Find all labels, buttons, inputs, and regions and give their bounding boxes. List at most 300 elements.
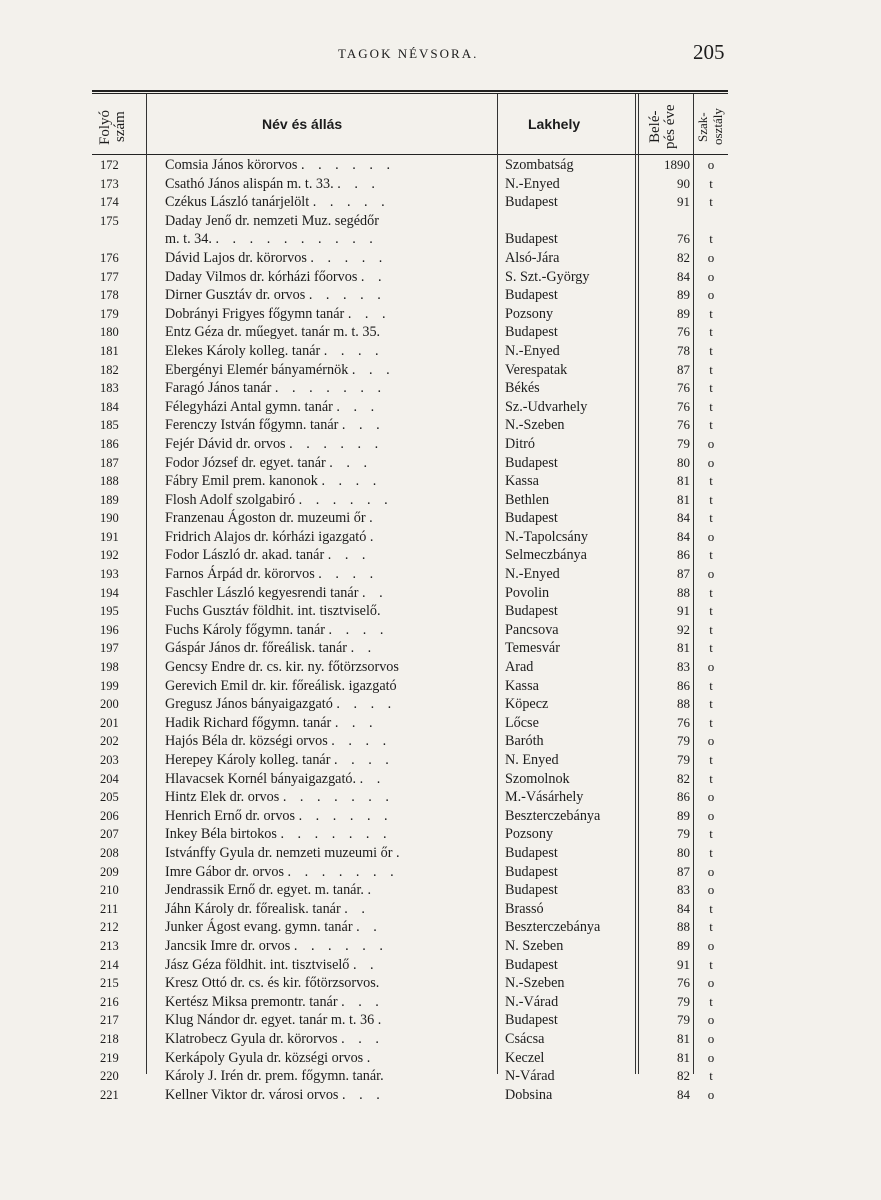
row-leader-dots: . . . — [327, 547, 371, 564]
row-number: 203 — [100, 753, 119, 767]
row-leader-dots: . . . — [341, 417, 385, 434]
row-number: 219 — [100, 1050, 119, 1065]
row-year: 89 — [677, 937, 690, 953]
row-year: 78 — [677, 342, 690, 358]
table-row — [92, 305, 728, 324]
row-residence: Verespatak — [505, 361, 568, 378]
row-leader-dots: . . . . . . — [293, 937, 388, 954]
row-leader-dots: . . — [361, 584, 388, 601]
row-leader-dots: . . . . . . . — [280, 826, 392, 843]
row-name — [165, 323, 489, 342]
row-name-text: Fodor László dr. akad. tanár — [165, 547, 325, 564]
row-year: 87 — [677, 361, 690, 377]
row-number: 195 — [100, 604, 119, 619]
row-year: 76 — [677, 231, 690, 247]
table-row — [92, 658, 728, 677]
row-leader-dots: . — [369, 528, 379, 545]
table-row — [92, 398, 728, 417]
row-section: o — [707, 435, 715, 451]
row-name — [165, 156, 489, 175]
row-name — [165, 398, 489, 417]
row-section: o — [707, 566, 715, 582]
row-number: 191 — [100, 529, 119, 544]
row-name — [165, 863, 489, 882]
row-number: 194 — [100, 585, 119, 600]
row-section: t — [709, 324, 713, 340]
row-name-text: Franzenau Ágoston dr. muzeumi őr — [165, 510, 366, 527]
row-year: 92 — [677, 621, 690, 637]
row-leader-dots: . . . — [341, 993, 384, 1010]
row-name — [165, 565, 489, 584]
row-section: t — [709, 342, 713, 358]
row-residence: Békés — [505, 380, 540, 397]
table-row — [92, 751, 728, 770]
row-name — [165, 844, 489, 863]
row-residence: S. Szt.-György — [505, 268, 590, 285]
row-name-text: Jáhn Károly dr. főrealisk. tanár — [165, 900, 341, 917]
row-name — [165, 342, 489, 361]
table-row — [92, 844, 728, 863]
row-year: 84 — [677, 268, 690, 284]
row-name — [165, 621, 489, 640]
row-name-text: Kellner Viktor dr. városi orvos — [165, 1086, 339, 1103]
table-row — [92, 807, 728, 826]
row-name — [165, 900, 489, 919]
row-name-text: Félegyházi Antal gymn. tanár — [165, 398, 333, 415]
row-number: 220 — [100, 1069, 119, 1084]
row-name — [165, 807, 489, 826]
row-residence: Budapest — [505, 510, 558, 527]
row-section: t — [709, 231, 713, 247]
row-year: 76 — [677, 324, 690, 340]
row-name-text: Inkey Béla birtokos — [165, 826, 277, 843]
row-number: 190 — [100, 511, 119, 526]
row-name-text: Jancsik Imre dr. orvos — [165, 937, 291, 954]
row-section: t — [709, 752, 713, 767]
table-row — [92, 342, 728, 361]
table-row — [92, 863, 728, 882]
row-name — [165, 1067, 489, 1086]
table-row — [92, 900, 728, 919]
row-residence: Pozsony — [505, 826, 554, 843]
row-name — [165, 602, 489, 621]
row-number: 197 — [100, 641, 119, 656]
row-year: 89 — [677, 305, 690, 321]
row-name-text: Kertész Miksa premontr. tanár — [165, 993, 338, 1010]
row-leader-dots: . . . . — [321, 473, 382, 490]
row-section: o — [707, 863, 715, 879]
row-year: 81 — [677, 1030, 690, 1046]
table-row — [92, 528, 728, 547]
row-residence: Beszterczebánya — [505, 807, 601, 824]
row-name — [165, 584, 489, 603]
table-row — [92, 156, 728, 175]
table-row — [92, 491, 728, 510]
row-residence: N. Szeben — [505, 937, 564, 954]
row-section: t — [709, 1068, 713, 1084]
table-row — [92, 584, 728, 603]
header-residence: Lakhely — [528, 116, 581, 132]
row-number: 196 — [100, 622, 119, 637]
row-name-text: Ebergényi Elemér bányamérnök — [165, 361, 349, 378]
row-name — [165, 435, 489, 454]
row-name-text: Gerevich Emil dr. kir. főreálisk. igazgató — [165, 677, 397, 694]
row-name — [165, 509, 489, 528]
row-leader-dots: . . . — [341, 1030, 384, 1047]
row-name-text: Dirner Gusztáv dr. orvos — [165, 287, 306, 304]
row-year: 79 — [677, 733, 690, 749]
table-row — [92, 1011, 728, 1030]
row-number: 207 — [100, 827, 119, 842]
row-name — [165, 974, 489, 993]
row-name — [165, 788, 489, 807]
row-section: o — [707, 1030, 715, 1046]
row-residence: Köpecz — [505, 696, 549, 713]
row-section: o — [707, 733, 715, 749]
row-residence: Kassa — [505, 677, 539, 694]
table-row — [92, 1049, 728, 1068]
table-row — [92, 212, 728, 231]
row-name — [165, 528, 489, 547]
row-name — [165, 918, 489, 937]
row-number: 172 — [100, 158, 119, 172]
row-year: 82 — [677, 1068, 690, 1084]
top-rule — [92, 90, 728, 92]
row-name-text: Herepey Károly kolleg. tanár — [165, 752, 331, 768]
row-section: o — [707, 789, 715, 805]
row-name — [165, 193, 489, 212]
table-row — [92, 286, 728, 305]
row-name — [165, 361, 489, 380]
row-leader-dots: . . — [356, 919, 382, 936]
row-leader-dots: . . . . . . . . . . — [215, 231, 378, 248]
table-row — [92, 323, 728, 342]
row-year: 79 — [677, 993, 690, 1009]
row-leader-dots: . . . . . . — [298, 807, 393, 824]
row-section: t — [709, 677, 713, 693]
row-name — [165, 732, 489, 751]
row-name — [165, 770, 489, 789]
row-number: 175 — [100, 213, 119, 228]
row-year: 86 — [677, 789, 690, 805]
row-residence: Kassa — [505, 473, 539, 490]
row-name-text: Gregusz János bányaigazgató — [165, 696, 333, 713]
row-name — [165, 379, 489, 398]
row-name-text: Czékus László tanárjelölt — [165, 194, 310, 211]
row-year: 84 — [677, 510, 690, 526]
row-residence: N.-Enyed — [505, 175, 560, 192]
row-name — [165, 825, 489, 844]
row-section: t — [709, 956, 713, 972]
row-name-text: Fridrich Alajos dr. kórházi igazgató — [165, 528, 367, 545]
row-residence: Dobsina — [505, 1086, 553, 1103]
row-year: 89 — [677, 287, 690, 303]
row-residence: Povolin — [505, 584, 550, 601]
row-name-text: Hadik Richard főgymn. tanár — [165, 714, 332, 731]
row-name-text: Fejér Dávid dr. orvos — [165, 435, 286, 452]
row-name-text: Fodor József dr. egyet. tanár — [165, 454, 326, 471]
row-residence: Pozsony — [505, 305, 554, 322]
row-number: 177 — [100, 269, 119, 284]
row-year: 80 — [677, 454, 690, 470]
row-residence: Sz.-Udvarhely — [505, 398, 588, 415]
row-year: 79 — [677, 752, 690, 767]
row-name-text: Daday Vilmos dr. kórházi főorvos — [165, 268, 358, 285]
row-section: t — [709, 361, 713, 377]
row-section: t — [709, 844, 713, 860]
row-name-text: Farnos Árpád dr. körorvos — [165, 566, 315, 583]
row-name-text: Kresz Ottó dr. cs. és kir. főtörzsorvos. — [165, 975, 380, 992]
row-number: 204 — [100, 771, 119, 786]
row-section: t — [709, 194, 713, 210]
row-year: 86 — [677, 677, 690, 693]
row-year: 79 — [677, 1012, 690, 1028]
row-number: 205 — [100, 790, 119, 805]
row-name-text: Jász Géza földhit. int. tisztviselő — [165, 956, 350, 973]
row-number: 202 — [100, 734, 119, 749]
table-row — [92, 565, 728, 584]
table-row — [92, 974, 728, 993]
top-rule-thin — [92, 93, 728, 94]
row-section: o — [707, 1012, 715, 1028]
row-section: t — [709, 380, 713, 396]
row-name — [165, 212, 489, 231]
running-head — [0, 40, 881, 64]
row-leader-dots: . . . . . . — [300, 157, 395, 173]
row-residence: Brassó — [505, 900, 544, 917]
row-name — [165, 416, 489, 435]
table-row — [92, 546, 728, 565]
row-residence: N.-Szeben — [505, 975, 565, 992]
row-number: 184 — [100, 399, 119, 414]
row-leader-dots: . . . — [347, 305, 391, 322]
row-section: o — [707, 1049, 715, 1065]
row-name — [165, 230, 489, 249]
row-year: 79 — [677, 435, 690, 451]
row-leader-dots: . — [367, 882, 377, 899]
row-section: t — [709, 826, 713, 842]
row-leader-dots: . . — [350, 640, 377, 657]
table-row — [92, 175, 728, 194]
row-number: 181 — [100, 343, 119, 358]
row-name-text: Istvánffy Gyula dr. nemzeti muzeumi őr — [165, 844, 393, 861]
row-leader-dots: . . . . . . — [289, 435, 384, 452]
row-name — [165, 639, 489, 658]
row-residence: N.-Várad — [505, 993, 559, 1010]
row-name — [165, 695, 489, 714]
row-section: o — [707, 454, 715, 470]
row-year: 89 — [677, 807, 690, 823]
row-leader-dots: . . . . — [318, 566, 379, 583]
row-residence: Arad — [505, 659, 534, 676]
header-joined: Belé- pés éve — [647, 104, 678, 150]
table-row — [92, 825, 728, 844]
row-name-text: Fábry Emil prem. kanonok — [165, 473, 318, 490]
table-row — [92, 881, 728, 900]
row-number: 212 — [100, 920, 119, 935]
table-row — [92, 472, 728, 491]
table-row — [92, 249, 728, 268]
row-number: 211 — [100, 901, 119, 916]
row-name-text: Klatrobecz Gyula dr. körorvos — [165, 1030, 338, 1047]
table-row — [92, 677, 728, 696]
row-section: t — [709, 770, 713, 786]
row-number: 182 — [100, 362, 119, 377]
table-row — [92, 714, 728, 733]
row-leader-dots: . . . . — [328, 621, 389, 638]
row-year: 82 — [677, 770, 690, 786]
table-row — [92, 770, 728, 789]
row-residence: Csácsa — [505, 1030, 545, 1047]
row-section: o — [707, 1086, 715, 1102]
row-residence: Selmeczbánya — [505, 547, 587, 564]
row-year: 82 — [677, 249, 690, 265]
table-row — [92, 639, 728, 658]
row-year: 81 — [677, 473, 690, 489]
row-number: 192 — [100, 548, 119, 563]
row-leader-dots: . . . . — [334, 752, 394, 768]
row-section: t — [709, 510, 713, 526]
row-number: 176 — [100, 250, 119, 265]
row-name-text: m. t. 34. — [165, 231, 212, 248]
row-residence: N.-Tapolcsány — [505, 528, 588, 545]
row-name-text: Klug Nándor dr. egyet. tanár m. t. 36 — [165, 1012, 375, 1029]
row-number: 187 — [100, 455, 119, 470]
header-name: Név és állás — [262, 116, 343, 132]
table-row — [92, 361, 728, 380]
row-year: 84 — [677, 1086, 690, 1102]
row-year: 90 — [677, 175, 690, 191]
row-leader-dots: . . . . . . . — [287, 863, 399, 880]
row-residence: Budapest — [505, 956, 558, 973]
row-year: 88 — [677, 919, 690, 935]
row-number: 208 — [100, 845, 119, 860]
row-name-text: Henrich Ernő dr. orvos — [165, 807, 296, 824]
table-row — [92, 918, 728, 937]
row-section: o — [707, 268, 715, 284]
table-row — [92, 956, 728, 975]
row-number: 215 — [100, 976, 119, 991]
row-name-text: Gencsy Endre dr. cs. kir. ny. főtörzsorvos — [165, 659, 399, 676]
row-year: 83 — [677, 659, 690, 675]
row-leader-dots: . . . — [351, 361, 395, 378]
row-year: 86 — [677, 547, 690, 563]
row-name — [165, 454, 489, 473]
row-section: t — [709, 175, 713, 191]
row-section: t — [709, 900, 713, 916]
table-row — [92, 1067, 728, 1086]
row-residence: Pancsova — [505, 621, 559, 638]
page-number: 205 — [693, 40, 725, 64]
row-name — [165, 993, 489, 1012]
row-name-text: Jendrassik Ernő dr. egyet. m. tanár. — [165, 882, 364, 899]
row-number: 200 — [100, 697, 119, 712]
row-name — [165, 677, 489, 696]
row-section: t — [709, 398, 713, 414]
row-residence: Budapest — [505, 194, 558, 211]
row-name-text: Ferenczy István főgymn. tanár — [165, 417, 339, 434]
row-name-text: Gáspár János dr. főreálisk. tanár — [165, 640, 348, 657]
row-leader-dots: . . . . — [331, 733, 392, 750]
table-row — [92, 1086, 728, 1105]
row-number: 179 — [100, 306, 119, 321]
row-name — [165, 175, 489, 194]
row-name-text: Dobrányi Frigyes főgymn tanár — [165, 305, 345, 322]
row-residence: Temesvár — [505, 640, 560, 657]
row-year: 91 — [677, 194, 690, 210]
row-leader-dots: . . — [359, 770, 386, 787]
row-residence: M.-Vásárhely — [505, 789, 584, 806]
row-number: 178 — [100, 288, 119, 303]
row-residence: N.-Enyed — [505, 566, 560, 583]
row-name — [165, 1030, 489, 1049]
table-row — [92, 193, 728, 212]
table-row — [92, 621, 728, 640]
row-section: t — [709, 621, 713, 637]
row-year: 1890 — [664, 157, 690, 172]
table-row — [92, 732, 728, 751]
row-residence: N-Várad — [505, 1068, 555, 1085]
row-number: 185 — [100, 418, 119, 433]
row-number: 186 — [100, 436, 119, 451]
row-number: 173 — [100, 176, 119, 191]
row-number: 201 — [100, 715, 119, 730]
row-number: 221 — [100, 1087, 119, 1102]
row-name-text: Elekes Károly kolleg. tanár — [165, 342, 321, 359]
row-residence: Budapest — [505, 863, 558, 880]
row-name-text: Károly J. Irén dr. prem. főgymn. tanár. — [165, 1068, 384, 1085]
row-residence: Budapest — [505, 844, 558, 861]
row-section: t — [709, 547, 713, 563]
row-year: 87 — [677, 863, 690, 879]
row-name-text: Hlavacsek Kornél bányaigazgató. — [165, 770, 357, 787]
row-section: t — [709, 491, 713, 507]
row-section: o — [707, 937, 715, 953]
row-name — [165, 249, 489, 268]
row-leader-dots: . — [396, 844, 405, 861]
row-leader-dots: . . — [360, 268, 387, 285]
row-name — [165, 305, 489, 324]
header-section: Szak- osztály — [695, 108, 725, 146]
row-name — [165, 1011, 489, 1030]
row-leader-dots: . — [377, 1012, 387, 1029]
row-residence: Budapest — [505, 454, 558, 471]
table-row — [92, 435, 728, 454]
row-leader-dots: . . . — [342, 1086, 385, 1103]
table-row — [92, 788, 728, 807]
row-section: o — [707, 287, 715, 303]
row-name — [165, 751, 489, 770]
row-year: 81 — [677, 1049, 690, 1065]
row-section: o — [707, 528, 715, 544]
row-name-text: Hintz Elek dr. orvos — [165, 789, 280, 806]
table-row — [92, 937, 728, 956]
row-name-text: Fuchs Gusztáv földhit. int. tisztviselő. — [165, 603, 381, 620]
row-residence: Baróth — [505, 733, 544, 750]
row-residence: Ditró — [505, 435, 535, 452]
row-name — [165, 286, 489, 305]
row-section: t — [709, 603, 713, 619]
row-number: 209 — [100, 864, 119, 879]
row-residence: Budapest — [505, 287, 558, 304]
row-leader-dots: . . . . . — [310, 249, 388, 266]
table-row — [92, 230, 728, 249]
row-residence: Lőcse — [505, 714, 539, 731]
row-residence: Szomolnok — [505, 770, 570, 787]
row-year: 76 — [677, 380, 690, 396]
row-number: 188 — [100, 474, 119, 489]
row-number: 198 — [100, 660, 119, 675]
